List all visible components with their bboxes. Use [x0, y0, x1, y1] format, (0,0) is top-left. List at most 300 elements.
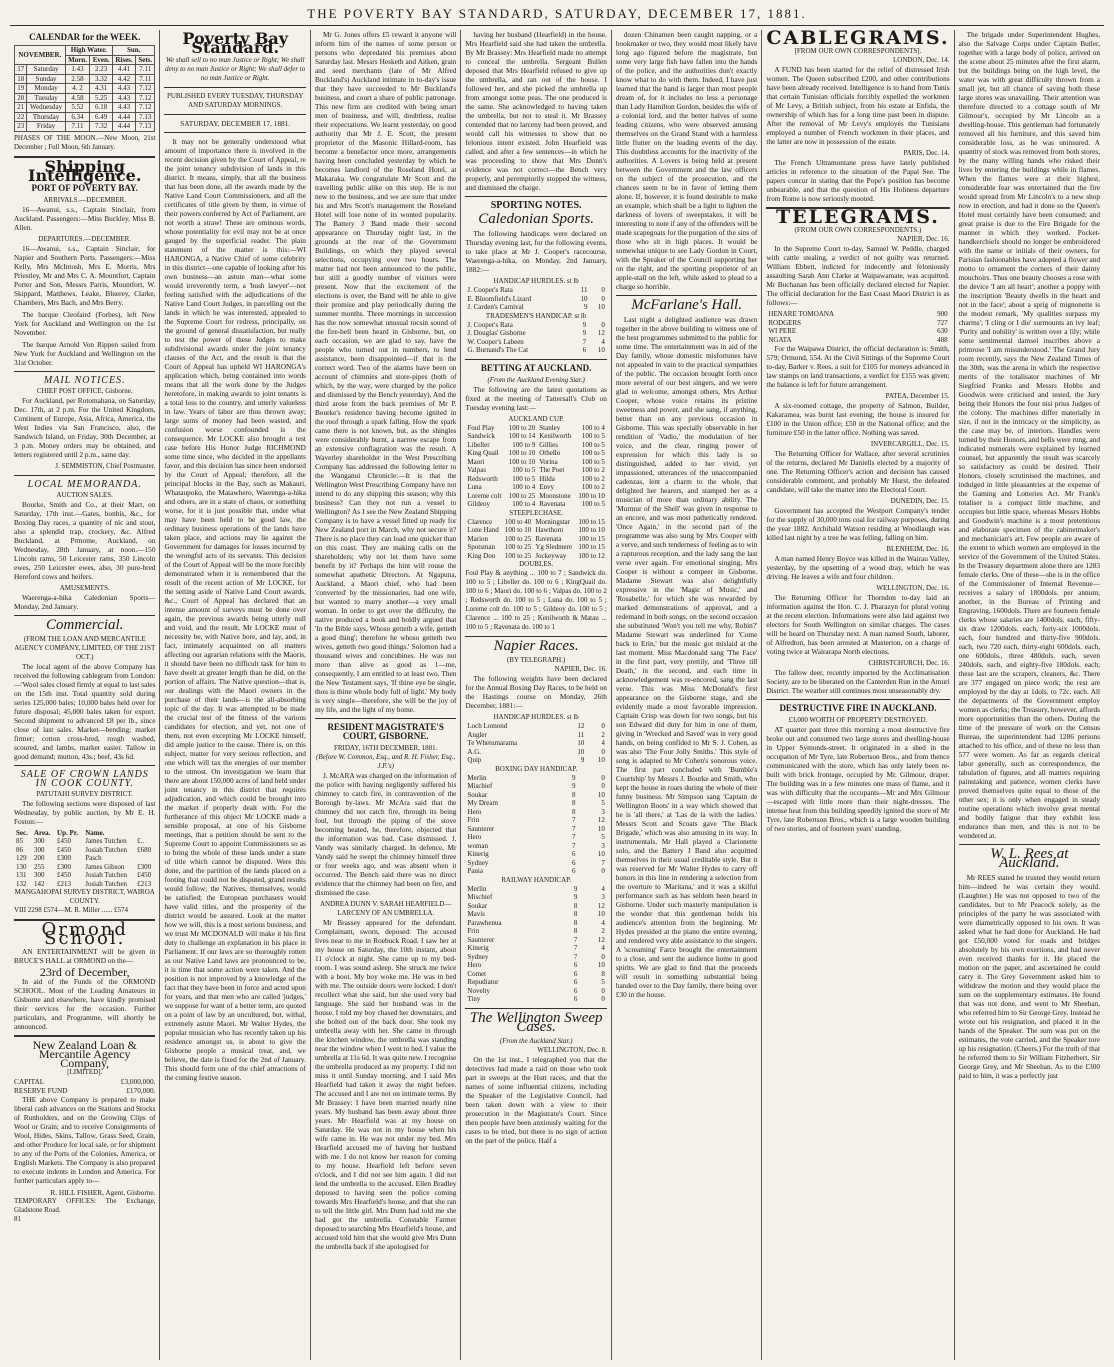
mcfarlane-title: McFarlane's Hall. [631, 297, 742, 313]
calendar-row-cell: 19 [15, 84, 27, 94]
bd-row-cell: 10 [597, 790, 605, 799]
bd-row-cell: 9 [572, 773, 576, 782]
poll-row-cell: 727 [937, 318, 948, 327]
sweep-title: The Wellington Sweep Cases. [469, 1009, 603, 1035]
bd-row-cell: 7 [572, 816, 576, 824]
steeple-row-cell: 100 to 15 [578, 534, 605, 543]
sweep-sub: (From the Auckland Star.) [499, 1036, 573, 1045]
poll-row-cell: 630 [937, 327, 948, 335]
rh-row-cell: Hero [467, 961, 482, 969]
calendar-row-cell: 7.11 [65, 122, 90, 132]
bd-row-cell: 6 [572, 850, 576, 858]
rh-row-cell: 2 [601, 927, 605, 935]
bd-row-cell: 12 [597, 816, 605, 824]
poll-row-cell: HENARE TOMOANA [768, 310, 835, 318]
rh-row [465, 995, 606, 1004]
crown-col-head: Up. Pr. [57, 828, 78, 837]
cup-row-cell: 100 to 5 [581, 440, 605, 449]
rh-row-cell: 12 [597, 901, 605, 910]
poll-row [766, 319, 949, 328]
crown-row-cell: £300 [57, 862, 72, 871]
poll-row [766, 327, 949, 336]
rh-row-cell: 8 [573, 927, 578, 935]
reserve-label: RESERVE FUND [14, 1086, 68, 1095]
rh-row [465, 987, 606, 996]
cup-row-cell: Envy [539, 483, 555, 491]
rh-row-cell: 6 [573, 978, 578, 986]
crown-row-cell: 142 [33, 879, 45, 888]
crown-district: MANGAHOPAI SURVEY DISTRICT, WAIROA COUNTY. [14, 888, 155, 905]
mail-office: CHIEF POST OFFICE, Gisborne. [36, 386, 133, 395]
auction-body: Bourke, Smith and Co., at their Mart, on Saturday, 17th inst.—Gates, bonbis, &c., for Boxing Day races, a quantity of nic and stout, also a splendid trap, crockery, &c. Alfred Buckland, at Prmome, Auckland, on Wednesday, 28th January, at noon.—150 Lincoln rams, 50 Leicester rams, 350 Lincoln ewes, 250 Leicester ewes, also, 30 pure-bred Hereford cows and heifers. [14, 499, 156, 581]
sporting-head: SPORTING NOTES. [490, 200, 582, 211]
christchurch-dateline: CHRISTCHURCH, Dec. 16. [868, 659, 950, 667]
napier-body: In the Supreme Court to-day, Samuel W. Peddle, charged with cattle stealing, a verdict of not guilty was returned. William Ebbett, indicted for indecently and feloniously assaulting Sarah Ann Clarke at Waipawamate, was acquitted. Mr Buchanan has been officially declared elected for Napier. The official declaration for the East Coast Maori District is as follows:— [766, 244, 950, 307]
cup-row-cell: 100 to 20 [508, 423, 536, 432]
rm-court-case-2: ANDREA DUNN V. SARAH HEARFIELD—LARCENY OF AN UMBRELLA. [319, 900, 452, 917]
steeple-row-cell: 100 to 10 [504, 526, 532, 534]
mail-notices-head: MAIL NOTICES. [43, 374, 126, 386]
calendar-row-cell: 2.23 [90, 65, 113, 75]
bd-row-cell: Pania [467, 867, 483, 875]
cup-row [465, 500, 606, 509]
crown-row-cell: £213 [137, 879, 152, 888]
cup-head: AUCKLAND CUP. [508, 414, 564, 423]
crown-row-cell: 86 [16, 845, 23, 854]
cup-row-cell: 100 to 25 [508, 491, 536, 500]
hurdles-row-cell: 0 [601, 286, 605, 294]
rh-row-cell: 8 [573, 918, 578, 927]
cup-row-cell: 100 to 5 [581, 457, 605, 466]
local-news-body: Mr G. Jones offers £5 reward it anyone will inform him of the names of some person or persons who depredated his premises about Saturday last. Messrs Hesketh and Aitken, grain and seed merchants (late of Mr Alfred Buckland's) Auckland intimate in to-day's issue that they have succeeded to Mr Buckland's business, and court a share of public patronage. This new firm are credited with being smart men of business, and will, doubtless, realise their expectations. We learnt yesterday, on good authority that Mr J. E. Scott, the present proprietor of the Masonic Hillard-room, has become a benefactor once more, arrangements having been concluded yesterday by which he becomes landlord of the Roseland Hotel, at Makaraka. We congratulate Mr Scott and the travelling public alike on this step. He is not new to the business, and we are sure that under his and Mrs Scott's management the Roseland Hotel will lose none of its wonted popularity. The Battery J Band made their second appearance on Thursday night last, in the grounds at the rear of the Government Buildings, on which they played several selections, occupying over two hours. The matter had not been announced to the public, but still a goodly number of visitors were present. Now that the excitement of the elections is over, the Band will be able to give their promise and play periodically during the summer months. Three mornings in succession has the now somewhat unusual tocsin sound of the fire-bell been heard in Gisborne, but, on each occasion, we are glad to say, have the people who turned out in numbers, to lend assistance, been disappointed—if that is the correct word. Two of the alarms have been on account of chimnies and store-pipes (both of which, by the way, were charged by the police and dismissed by the Bench yesterday). And the third arose from the back premises of Mr P. Bourke's residence having become ignited in the roof through a spark falling. How the spark came there is not known, but, as the shingles were considerably burnt, a narrow escape from an extensive conflagration was the result. A Waverley shareholder in the West Prescribing Company has addressed the following letter to the Wanganui Chronicle:—It is that the Wellington West Prescribing Company have not intend to do any shipping this season; why this business? Can they not run a vessel to Wellington? As I see the New Zealand Shipping Company is to have a vessel fitted up ready for New Zealand port in March, why not secure it? There is no place they can load one quicker than on this coast. They are making calls on the shareholders; why not let them have some benefit by it? Perhaps the hint will rouse the somewhat apathetic Directors. At Ngapuna, Auckland, a Maori chief, who had been 'converted' by the missionaries, had one wife, but wanted to marry another—a very small woman. In order to get over the difficulty, the native produced a book and boldly argued that 'In the Bible says, Whoso getteth a wife, getteth a good thing'; therefore he whoso getteth two wives, getteth two good things.' Solomon had a thousand wives and concubines. He was not more than alive as good as 1—me, consequently, I am entitled to at least two. Then the New Testament says, 'If thine eye be single, thou is thine whole body full of light.' My body is very single—therefore, she will be the joy of my life, and the light of my home. [314, 30, 457, 714]
napier-dateline: NAPIER, Dec. 16. [897, 235, 950, 243]
column-3 [311, 30, 461, 1360]
steeple-row-cell: Morningstar [535, 517, 570, 526]
cup-row [465, 432, 606, 441]
cup-row-cell: Gildeoy [467, 500, 490, 508]
bd-row-cell: Mischief [467, 782, 493, 790]
rm-court-before: (Before W. Common, Esq., and R. H. Fisher, Esq., J.P.'s) [316, 753, 456, 770]
rees-title: W. L. Rees at Auckland. [990, 846, 1069, 871]
rh-row [465, 910, 606, 919]
bd-row-cell: 10 [597, 824, 605, 833]
rh-row-cell: 5 [601, 978, 605, 986]
poll-row [766, 310, 949, 319]
poll-row-cell: NGATA [768, 335, 792, 344]
crown-row-cell: 300 [33, 837, 45, 845]
bd-row-cell: 7 [572, 841, 576, 850]
calendar-row [15, 112, 155, 122]
sweep-body: On the 1st inst., I telegraphed you that the detectives had made a raid on those who took part in sweeps at the Hutt races, and that the names of some influential citizens, including the Speaker of the Legislative Council, had been taken down with a view to their prosecution in the Magistrate's Court. Since then people have been anxiously waiting for the cases to be tried, but there is no sign of action on the part of the police. Half a [465, 1054, 607, 1145]
crown-col-head: Sec. [16, 828, 28, 837]
calendar-row-cell: Tuesday [27, 93, 65, 103]
poll-row [766, 336, 949, 345]
nh-row [465, 748, 606, 757]
steeple-row-cell: Lone Hand [467, 526, 499, 534]
bd-row [465, 816, 606, 825]
calendar-row-cell: 7.11 [136, 65, 155, 75]
rh-row [465, 936, 606, 945]
rh-table [465, 885, 606, 1004]
rh-row-cell: Mischief [467, 893, 493, 901]
calendar-row-cell: 20 [15, 93, 27, 103]
calendar-row-cell: 2.58 [65, 74, 90, 84]
calendar-row-cell: 1.43 [65, 65, 90, 75]
invercargill-body: The Returning Officer for Wallace, after several scrutinies of the returns, declared Mr Daniells elected by a majority of one. The Returning Officer's action and decision has caused considerable comment, and probably Mr Hurst, the defeated candidate, will take the matter into the Electoral Court. [766, 449, 950, 494]
poll-row-cell: RODGERS [768, 318, 802, 327]
columns [10, 27, 1104, 1360]
departures-text: 16—Awanui, s.s., Captain Sinclair, for Napier and Southern Ports. Passengers:—Miss Kelly, Mrs McIntosh, Mrs E. Morris, Mrs Priestley, Mr and Mrs C. A. Mountfort, Captain Porter and Son, Messrs Parris, Mountfort, W. Skippard, Matthews, Leake, Bluerey, Clarke, Chambers, Mrs Bach, and Mrs Berry. [14, 243, 156, 307]
wellington-body: The Returning Officer for Thorndon to-day laid an information against the Hon. C. J. Pharazyn for plural voting at the recent election. Informations were also laid against two electors for South Wellington on similar charges. The cases will be heard on Thursday next. A man named South, laborer, of Alfredton, has been arrested at Masterton, on a charge of voting twice at Wairarapa North elections. [766, 593, 950, 656]
rh-row-cell: 6 [573, 995, 578, 1003]
amusements-head: AMUSEMENTS. [59, 583, 110, 592]
nzl-title: New Zealand Loan & Mercantile Agency Company, [32, 1038, 137, 1070]
page-masthead: THE POVERTY BAY STANDARD, SATURDAY, DECEMBER 17, 1881. [10, 6, 1104, 26]
fire-sub: £3,000 WORTH OF PROPERTY DESTROYED. [788, 716, 928, 724]
bd-row-cell: 0 [601, 867, 605, 875]
arrivals-head: ARRIVALS.—DECEMBER. [43, 195, 127, 204]
bd-row-cell: 0 [601, 782, 605, 790]
column-2 [160, 30, 310, 1360]
crown-row-cell: £300 [57, 854, 72, 862]
arrivals-text: 16—Awanui, s.s., Captain Sinclair, from Auckland. Passengers:—Miss Buckley, Miss B. Allen. [14, 204, 156, 232]
rh-row-cell: 3 [601, 893, 605, 901]
bd-row-cell: 8 [572, 807, 576, 816]
crown-row-cell: £450 [57, 837, 72, 845]
paris-body: The French Ultramontane press have lately published articles in reference to the situation of the Papal See. The papers concur in stating that the Pope's position has become unbearable, and that the question of His Holiness departure from Rome is now seriously mooted. [766, 158, 950, 203]
rh-row-cell: 6 [573, 969, 578, 978]
bd-row-cell: 8 [572, 799, 576, 807]
amusements-body: Waerenga-a-hika Caledonian Sports—Monday, 2nd January. [14, 592, 156, 611]
rh-row-cell: 0 [601, 952, 605, 961]
poll-table [766, 310, 949, 344]
cup-row-cell: 100 to 9 [512, 440, 536, 449]
bd-row [465, 791, 606, 800]
cup-row-cell: Luna [467, 483, 482, 491]
steeple-row-cell: 100 to 25 [504, 534, 532, 543]
crown-row-cell: 132 [16, 879, 27, 888]
nh-row-cell: 2 [601, 730, 605, 739]
napier-races-body: The following weights have been declared for the Annual Boxing Day Races, to be held on the Hastings course on Monday, 26th December, 1881:— [465, 674, 607, 710]
reserve-value: £170,000. [126, 1086, 156, 1095]
steeple-row [465, 535, 606, 544]
rm-court-body-2: Mr Brassey appeared for the defendant. Complainant, sworn, deposed: The accused lives near to me in Roebuck Road. I saw her at my house on Saturday, the 10th instant, about 11 o'clock at night. She came up to my bed-room. I was sound asleep. She struck me twice with a boot. My boy woke me. He was in bed with me. The outside doors were locked. I don't recollect what she said, but she used very bad language. She said her husband was in the house. I told my boy chased her downstairs, and she bolted out of the back door. She took my umbrella away with her. She came in through the kitchen window, the umbrella was standing near the window when I went to bed. I value the umbrella at 11s 6d. It was quite new. I recognise the umbrella produced as my property. I did not miss it until Sunday morning, and I said Mrs Hearfield had taken it away the night before. The accused and I are not on intimate terms. By Mr Brassey: I have been married nearly nine years. My husband has been away about three years. Mr Hearfield was at my house on Saturday. He was not in my house when his wife came in. He was not under my bed. Mrs Hearfield accused me of having her husband with me. I do not know her reason for coming to my house. Hearfield left before seven o'clock, and I did not see him again. I did not lend the umbrella to the accused. Ellen Bradley deposed to having seen the police coming towards Mrs Hearfield's house, and that she ran to tell the little girl. Mrs Dunn had told me she had got the umbrella. Constable Farmer deposed to searching Mrs Hearfield's house, and accused told him that she would give Mrs Dunn the umbrella back if she apologised for [314, 918, 457, 1251]
calendar-sub-morn: Morn. [65, 55, 90, 65]
crown-row-cell: £.. [137, 837, 145, 845]
moon-phases: PHASES OF THE MOON.—New Moon, 21st December ; Full Moon, 6th January. [14, 133, 156, 151]
reserve-row [14, 1086, 155, 1095]
calendar-row [15, 103, 155, 113]
temp-offices: TEMPORARY OFFICES: The Exchange, Gladstone Road. [14, 1197, 156, 1214]
cup-row-cell: 100 to 10 [578, 491, 605, 500]
cup-row-cell: Valpas [467, 466, 487, 474]
fire-head: DESTRUCTIVE FIRE IN AUCKLAND. [779, 703, 937, 713]
tradesmen-row-cell: 4 [601, 337, 605, 346]
rh-row-cell: 7 [573, 952, 578, 961]
editorial-body: It may not be generally understood what amount of importance there is involved in the recent decision given by the Court of Appeal, re the joint tenancy subdivision of lands in this district. It means, simply, that all the business that has been done, all the awards made by the Native Land Court Commissioners, and all the certificates of title given by them, in virtue of their powers conferred by Act of Parliament, are not worth a straw! These are ominous words, whose potentiality for evil may not be at once gauged by the superficial reader. The plain statement of the matter is this:—WI HARONGA, a Native Chief of some celebrity in this district—one capable of looking after his own business—an astute man—what some would irreverently term, a 'bush lawyer'—not feeling satisfied with the adjudications of the Native Land Court Judges, in parcelling out the lands in which he was interested, appealed to the Supreme Court for redress, principally, on the ground of general dissatisfaction, but really to test the power of these Judges to make subdivisional awards under the joint tenancy clauses of the Act, and the result is that the Court of Appeal has upheld WI HARONGA's application which, being contained into words means that all the work done by the Judges heretofore, in making awards to joint tenants is a total loss to the country, and utterly valueless in law. Years of labor are thus thrown away; large sums of money had been wasted, and confusion worse confounded is the consequence. Mr LOCKE also brought a test case before His Honor Judge RICHMOND some time since, who decided in the appellants favor, and this decision has since been endorsed by the Court of Appeal; therefore, all the principal blocks in the Bay, such as Makauri, Whataupoko, the Matawhero, Waerenga-a-hika and others, are in a state of chaos, or something worse, for it is just possible that, under what may have been held to be good law, the ordinary business operations of the lands have taken place, and actions may lie against the Government for damages for losses incurred by the wrongful acts of its servants. This decision of the Court of Appeal will be the more forcibly demonstrated when it is remembered that the result of the recent action of Mr LOCKE, for the setting aside of Native Land Court awards, &c., Court of Appeal has declared that an intense amount of surveys must be done over again, the previous awards being utterly null and void, and the result, Mr LOCKE must of necessity be, with Native bore, and lay, and, in fact, intimately acquainted on all matters affecting our agrarian relations with the Maoris, it should have been no difficult task for him to have dwelt at greater length than he did, on the portion of affairs. The Native question—that is, our dealings with the Maori owners in the purchase of their lands—is the all-absorbing topic of the day. It was attempted to be made the crucial test of the fitness of the various candidates for election, and yet, not one of them, not even excepting Mr LOCKE himself, did ample justice to the cause. There is, on this subject, matter for very serious reflection, and one which will tax the energies of our member to the utmost. On investigation we learn that there are about 150,000 acres of land held under joint tenancy in this district that requires adjudication, and which could be brought into the market if properly dealt with. For the furtherance of this object Mr LOCKE made a sensible proposal, at one of his Gisborne meetings, that a petition should be sent to the Supreme Court to appoint Commissioners so as to bring the whole of these lands under a state of title which cannot be disputed. Were this done, and the partition of the lands placed on a footing that could not be disputed, grand results would follow; the Natives, themselves, would be satisfied; the European purchasers would have valid titles, and the prosperity of the district would be assured. Look at the matter how we will, this is a most serious business, and we trust Mr MCDONALD will make it his first duty to challenge an explanation in his place in Parliament. If our laws are so thoroughly rotten as our Native Land laws are pronounced to be, it is time that some action were taken. And the position is not improved by a knowledge of the fact that they have been in force and acted upon for years, and that men who are called 'judges,' we suppose for want of a better term, are quoted on a point of law by an uncultured, but, withal, extremely astute Maori. Mr Walter Hydes, the popular musician who has recently taken up his residence amongst us, is about to give the Gisborne people a musical treat, and, we believe, the date is fixed for the 2nd of January. This should form one of the chief attractions of the coming festive season. [164, 137, 306, 1082]
bd-row-cell: Saunterer [467, 824, 495, 833]
bd-row [465, 842, 606, 851]
rh-row-cell: Kinerig [467, 944, 489, 952]
nh-row-cell: 0 [601, 747, 605, 756]
nh-row-cell: Loch Lomond [467, 722, 508, 730]
wellington-dateline: WELLINGTON, Dec. 16. [876, 584, 950, 592]
nh-row-cell: Quip [467, 756, 482, 764]
rh-row-cell: Comet [467, 969, 487, 978]
rm-court-date: FRIDAY, 16TH DECEMBER, 1881. [333, 744, 438, 752]
calendar-row-cell: 7.13 [136, 112, 155, 122]
calendar-row [15, 84, 155, 94]
steeple-row-cell: Jockeyway [535, 551, 567, 560]
doubles-body: Foul Play & anything ... 100 to 7 ; Sandwick do. 100 to 5 ; Libeller do. 100 to 6 ; KingQuail do. 100 to 6 ; Maori do. 100 to 6 ; Valpas do. 100 to 2 ; Redsworth do. 100 to 5 ; Luna do. 100 to 5 ; Loreme colt do. 100 to 5 ; Gildeoy do. 100 to 5 ; Clarence ... 100 to 25 ; Kenilworth & Matau ... 100 to 5 ; Ravenata do. 100 to 1 [465, 569, 607, 631]
cup-row [465, 424, 606, 433]
betting-sub: (From the Auckland Evening Star.) [487, 375, 585, 384]
rh-row-cell: 6 [573, 986, 578, 995]
barque-text: The barque Cleofaird (Forbes), left New York for Auckland and Wellington on the 1st November. [14, 309, 156, 337]
rh-row-cell: 7 [573, 935, 578, 944]
steeple-row [465, 543, 606, 552]
rh-row [465, 953, 606, 962]
bd-row-cell: 3 [601, 807, 605, 816]
rh-row-cell: 9 [573, 893, 578, 901]
paper-motto: We shall sell to no man Justice or Right; We shall deny to no man Justice or Right; We shall defer to no man Justice or Right. [165, 56, 306, 82]
bd-row-cell: 5 [601, 833, 605, 841]
tradesmen-head: TRADESMEN'S HANDICAP. st lb [485, 311, 587, 320]
calendar-hw-head: High Water. [65, 46, 112, 56]
hurdles-row-cell: 0 [601, 294, 605, 303]
column-7 [955, 30, 1104, 1360]
tradesmen-row-cell: 9 [582, 329, 587, 337]
ormond-body-2: In aid of the Funds of the ORMOND SCHOOL. Most of the Leading Amateurs in Gisborne and elsewhere, have kindly promised their services for the occasion. Further particulars, and Programme, will shortly be announced. [14, 977, 156, 1031]
court-continued: having her husband (Hearfield) in the house. Mrs Hearfield said she had taken the umbrella. By Mr Brassey: Mrs Hearfield made no attempt to conceal the umbrella. Sergeant Bullen deposed that Mrs Hearfield refused to give up the umbrella, and ran out of the house. I followed her, and she picked the umbrella up from amongst some peas. The one produced is the same. She acknowledged to having taken the umbrella, but not to steal it. Mr Brassey contended that no larceny had been proved, and would call his witnesses to show that no felonious intent existed. John Hearfield was called, and after a few sentences—in which he was proceeding to show that Mrs Dunn's evidence was not correct—the Bench very properly, and peremptorily stopped the witness, and dismissed the charge. [465, 30, 607, 192]
cup-row-cell: Libeller [467, 440, 490, 449]
calendar-row-cell: 4.44 [112, 112, 135, 122]
cup-row-cell: 100 to 10 [508, 457, 536, 466]
calendar-row-cell: 4.31 [90, 84, 113, 94]
nzl-limited: [LIMITED]. [67, 1068, 103, 1076]
calendar-row-cell: 18 [15, 74, 27, 84]
steeple-row-cell: Marion [467, 534, 489, 543]
calendar-title: CALENDAR for the WEEK. [29, 32, 141, 42]
nh-row-cell: 9 [580, 756, 585, 764]
calendar-row-cell: Monday [27, 84, 65, 94]
tradesmen-row-cell: 7 [582, 337, 587, 346]
rh-row-cell: Saunterer [467, 935, 495, 944]
calendar-row-cell: 5.25 [90, 93, 113, 103]
london-body: A FUND has been started for the relief of distressed Irish women. The Queen subscribed £200, and other contributions have been already received. Intelligence is to hand from Tunis that certain Tunisian officials forcibly expelled the workmen of Mr Levy, a British subject, from his estate at Enfida, the ownership of which has for a long time past been in dispute. After the removal of Mr Levy's employés the Tunisians employed a number of French workmen in their places, and the latter are now in possession of the estate. [766, 65, 950, 146]
cup-row-cell: 100 to 2 [581, 474, 605, 483]
crown-lands-body: The following sections were disposed of last Wednesday, by public auction, by Mr E. H. Foston:— [14, 798, 156, 826]
rm-court-body: J. McARA was charged on the information of the police with having negligently suffered his chimney to catch fire, in contravention of the Borough by-laws. Mr McAra said that the chimney did not catch fire, through its being foul, but through the piping of the stove becoming heated, he, therefore, objected that the information was bad. Case dismissed. J. Vandy was similarly charged. In defence, Mr Vandy said he swept the chimney himself three or four weeks ago, and was absent when it occurred. The Bench said there was no direct evidence that the chimney had been on fire, and dismissed the case. [314, 771, 457, 897]
steeple-row-cell: 100 to 15 [578, 517, 605, 526]
editorial-dateline: SATURDAY, DECEMBER 17, 1881. [180, 119, 291, 128]
rh-row-cell: Mavis [467, 910, 485, 918]
hurdles-row-cell: 9 [584, 303, 588, 311]
calendar-row-cell: 7.12 [136, 103, 155, 113]
crown-row-cell: £213 [57, 879, 72, 888]
bd-row-cell: 9 [572, 782, 576, 790]
rh-row-cell: 8 [573, 901, 578, 910]
calendar-row-cell: 4.41 [112, 65, 135, 75]
rh-row-cell: 0 [601, 986, 605, 995]
bd-row-cell: 0 [601, 773, 605, 782]
mail-sign: J. SEMMISTON, Chief Postmaster. [55, 461, 156, 470]
rh-row-cell: 10 [597, 910, 605, 918]
calendar-row-cell: 4.43 [112, 84, 135, 94]
cup-row-cell: Loreme colt [467, 491, 502, 500]
cup-row-cell: Ravenata [539, 500, 566, 508]
bd-row [465, 808, 606, 817]
cup-table [465, 424, 606, 509]
dunedin-dateline: DUNEDIN, Dec. 15. [890, 497, 950, 505]
port-name: PORT OF POVERTY BAY. [31, 182, 138, 193]
crown-row-cell: Josiah Tutchen [85, 845, 128, 854]
calendar-row-cell: 21 [15, 103, 27, 113]
bd-row [465, 859, 606, 868]
nh-row-cell: A.G. [467, 747, 482, 756]
paris-dateline: PARIS, Dec. 14. [903, 149, 950, 157]
shipping-title: Shipping Intelligence. [28, 156, 142, 185]
nh-row [465, 739, 606, 748]
crown-row-cell: 85 [16, 837, 23, 845]
crown-col-head: Name. [85, 828, 105, 837]
cup-row-cell: 100 to 5 [512, 474, 536, 483]
napier-races-dateline: NAPIER, Dec. 16. [554, 665, 607, 673]
local-memoranda-head: LOCAL MEMORANDA. [27, 478, 142, 490]
cup-row-cell: 100 to 4 [512, 500, 536, 508]
calendar-row [15, 74, 155, 84]
blenheim-dateline: BLENHEIM, Dec. 16. [886, 545, 950, 553]
poll-row-cell: WI PERE [768, 327, 797, 335]
calendar-row-cell: 7.12 [136, 93, 155, 103]
cup-row-cell: Gillies [539, 440, 558, 449]
cup-row-cell: 100 to 2 [581, 483, 605, 491]
cup-row-cell: Redsworth [467, 474, 498, 483]
crown-row [14, 837, 155, 846]
ormond-body-1: AN ENTERTAINMENT will be given in BRUCE'S HALL at ORMOND on the— [14, 947, 156, 965]
hurdles-row [465, 303, 606, 312]
column-4 [461, 30, 611, 1360]
hurdles-row-cell: 10 [597, 303, 605, 311]
tradesmen-row [465, 321, 606, 330]
cup-row [465, 492, 606, 501]
ormond-title: Ormond School. [41, 919, 128, 949]
calendar-row-cell: 7.13 [136, 122, 155, 132]
nh-row-cell: Angler [467, 730, 487, 739]
steeple-row-cell: Clarence [467, 517, 493, 526]
bd-row-cell: Hero [467, 807, 482, 816]
crown-row-cell: £450 [57, 871, 72, 879]
cup-row-cell: Foul Play [467, 423, 495, 432]
crown-lands-sub: PATUTAHI SURVEY DISTRICT. [36, 789, 133, 798]
cup-row-cell: Maori [467, 457, 485, 466]
caledonian-body: The following handicaps were declared on Thursday evening last, for the following events, to take place at Mr J. Cooper's racecourse, Waerenga-a-hika, on Monday, 2nd January, 1882:— [465, 229, 607, 274]
cup-row-cell: Kenilworth [539, 432, 572, 440]
nh-row-cell: 11 [577, 730, 585, 739]
rh-row-cell: 10 [597, 961, 605, 969]
rh-row [465, 893, 606, 902]
rh-row-cell: 7 [573, 944, 578, 952]
tradesmen-row [465, 338, 606, 347]
hurdles-row-cell: J. Cooper's Rata [467, 286, 513, 294]
bd-row-cell: 7 [572, 824, 576, 833]
rh-head: RAILWAY HANDICAP. [501, 875, 572, 884]
rh-row [465, 919, 606, 928]
poll-row-cell: 900 [937, 310, 948, 318]
cup-row-cell: 100 to 4 [512, 483, 536, 491]
tradesmen-row-cell: 10 [597, 346, 605, 354]
cup-row-cell: 100 to 5 [581, 500, 605, 508]
column-1 [10, 30, 160, 1360]
cup-row-cell: Vorina [539, 457, 558, 466]
rh-row-cell: Merlin [467, 884, 487, 893]
bd-row [465, 867, 606, 876]
rh-row [465, 970, 606, 979]
cup-row-cell: 100 to 2 [581, 466, 605, 474]
steeple-row [465, 518, 606, 527]
cup-row-cell: King Quail [467, 449, 499, 457]
calendar-row-cell: Thursday [27, 112, 65, 122]
cup-row-cell: Hilda [539, 474, 555, 483]
crown-row-cell: 130 [16, 862, 27, 871]
calendar-row-cell: 22 [15, 112, 27, 122]
tradesmen-row-cell: 0 [601, 320, 605, 329]
crown-row-cell: £680 [137, 845, 152, 854]
poll-row-cell: 488 [937, 335, 948, 344]
crown-row-cell: James Gibson [85, 862, 125, 871]
rh-row-cell: 4 [601, 944, 605, 952]
cablegrams-title: CABLEGRAMS. [766, 27, 950, 49]
bd-row-cell: 8 [572, 790, 576, 799]
cup-row-cell: Stanley [539, 423, 561, 432]
rh-row-cell: 0 [601, 995, 605, 1003]
auction-head: AUCTION SALES. [56, 490, 113, 499]
fire-body: AT quarter past three this morning a most destructive fire broke out and consumed two large stores and dwelling-house in Upper Symonds-street. It originated in a shed in the occupation of Mr Tyre, late Robertson Bros., and from thence communicated with the store, which has only lately been re-built with brick frontage, occupied by Mr. Gilmour, draper. The building was in a few minutes one mass of flame, and it was with difficulty that the occupants—Mr and Mrs Gilmour—escaped with little more than their night-dresses. The intense heat from this building speedily ignited the store of Mr Tyre, late Robertson Bros., which is a large wooden building of two stories, and of fourteen years' standing. [766, 725, 950, 833]
bd-row-cell: woman [467, 841, 489, 850]
nh-row-cell: 10 [597, 756, 605, 764]
sweep-dateline: WELLINGTON, Dec. 8. [537, 1045, 607, 1054]
calendar-sub-rises: Rises. [112, 55, 135, 65]
hurdles-row-cell: 10 [580, 294, 588, 303]
tradesmen-row-cell: J. Cooper's Rata [467, 320, 513, 329]
rh-row-cell: 12 [597, 935, 605, 944]
calendar-table [14, 45, 155, 132]
bd-row-cell: Sydney [467, 858, 489, 867]
hurdles-row-cell: 11 [580, 286, 588, 294]
nh-row [465, 756, 606, 765]
hurdles-row-cell: E. Bloomfield's Lizard [467, 294, 532, 303]
telegrams-title: TELEGRAMS. [775, 206, 940, 228]
steeple-row-cell: 100 to 40 [504, 517, 532, 526]
page-number: 81 [14, 1215, 21, 1223]
crown-row-cell [135, 854, 155, 863]
calendar-row-cell: 5.52 [65, 103, 90, 113]
bd-row-cell: Merlin [467, 773, 487, 782]
cup-row-cell: 100 to 5 [512, 466, 536, 474]
sweep-continued: dozen Chinamen been caught napping, or a bookmaker or two, they would most likely have long ago figured before the magistrate, but some very large fish have fallen into the hands of the police, and the authorities don't exactly know what to do with them. Indeed, I have just learned that the hand is larger than most people dream of, for it includes no less a personage than Lady Hamilton Gordon, besides the wife of a colonial lord, and the better halves of some leading citizens, who were observed amusing themselves on the Grand Stand with a harmless little flutter on the leading events of the day. This doubtless accounts for the inactivity of the authorities. A Lovers is being held at present between the Government and the law officers on the subject of the prosecution, and the chances seem to be in favor of letting them alone. If, however, it is found desirable to make an example, which shall be a light to lighten the darkness of lovers of sweepstakes, it will be interesting to note if any of the offenders will be made scapegoats for the purgation of the sins of those who sit in high places. It would be somewhat unique to see Lady Gordon in Court, with the Speaker of the Council supporting her on the right, and the sporting proprietor of an apple-stall on the left, while asked to plead to a charge so horrible. [615, 30, 758, 291]
steeple-row-cell: 100 to 25 [504, 551, 532, 560]
bd-row [465, 825, 606, 834]
mail-body: For Auckland, per Rotomahana, on Saturday, Dec. 17th, at 2 p.m. For the United Kingdom, Continent of Europe, Asia, Africa, America, the West Indies via San Francisco, also, the Sandwich Island, on Friday, 30th December, at 3 p.m. Money orders may be obtained, and letters registered until 2 p.m., same day. [14, 395, 156, 459]
bd-row-cell: Soukar [467, 790, 488, 799]
steeple-row-cell: Ravenata [535, 534, 562, 543]
rh-row [465, 944, 606, 953]
napier-body-2: For the Waipawa District, the official declaration is: Smith, 579; Ormond, 554. At the Civil Sittings of the Supreme Court to-day, Barker v. Rees, a suit for £105 for moneys advanced in law stamps on land transactions, a verdict for £155 was given; the balance is left for future arrangement. [766, 344, 950, 389]
cup-row-cell: 100 to 4 [581, 423, 605, 432]
cup-row [465, 449, 606, 458]
capital-label: CAPITAL [14, 1077, 45, 1086]
calendar-row [15, 93, 155, 103]
